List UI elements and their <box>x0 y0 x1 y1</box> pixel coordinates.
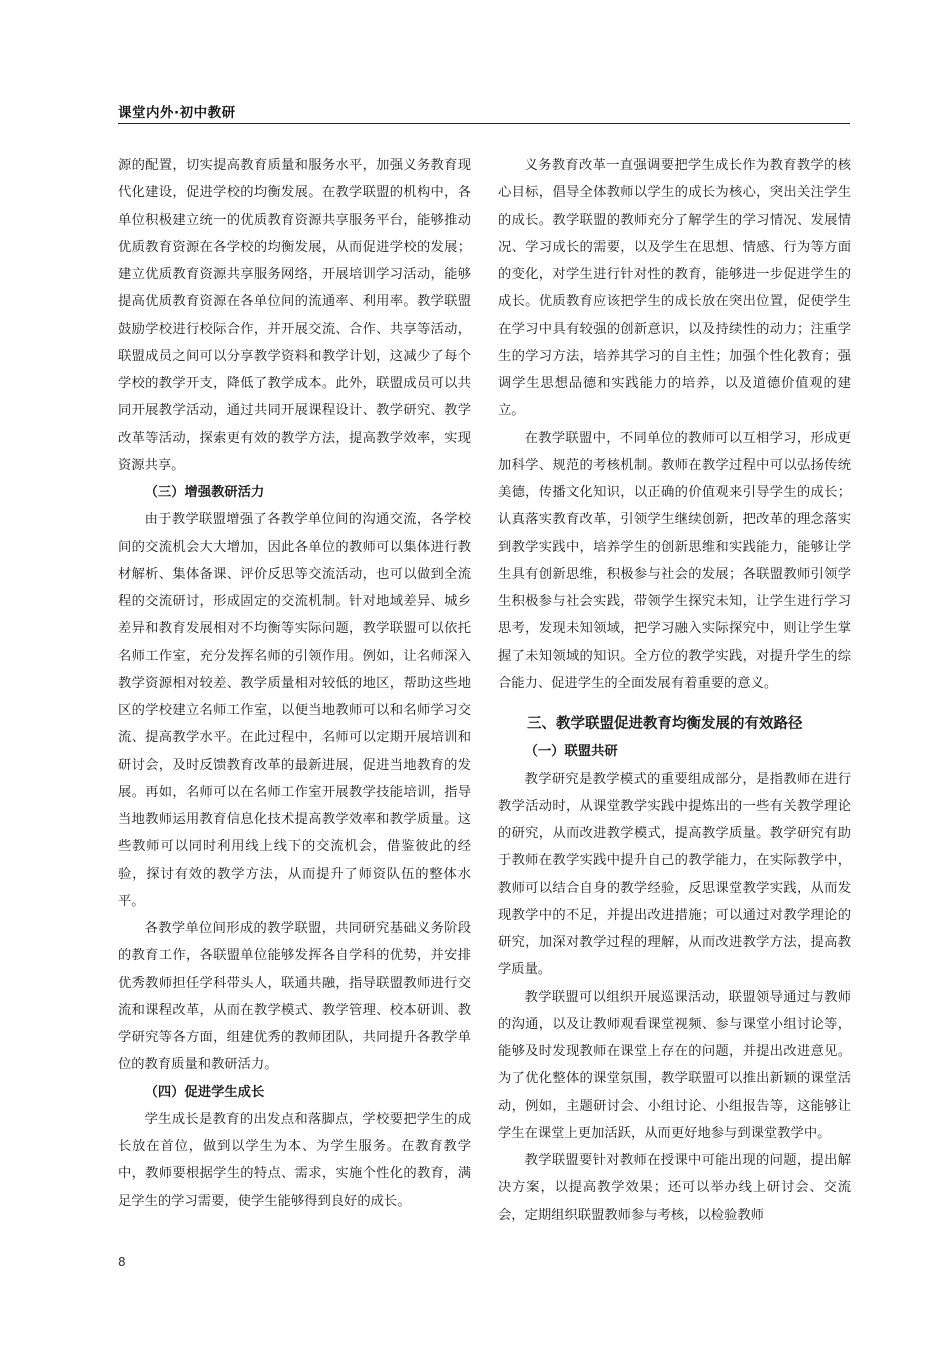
running-header <box>118 101 850 124</box>
paragraph: 教学研究是教学模式的重要组成部分，是指教师在进行教学活动时，从课堂教学实践中提炼出的一些有关教学理论的研究，从而改进教学模式，提高教学质量。教学研究有助于教师在教学实践中提升自己的教学能力，在实际教学中，教师可以结合自身的教学经验，反思课堂教学实践，从而发现教学中的不足，并提出改进措施；可以通过对教学理论的研究，加深对教学过程的理解，从而改进教学方法，提高教学质量。 <box>498 771 851 978</box>
paragraph: 各教学单位间形成的教学联盟，共同研究基础义务阶段的教育工作，各联盟单位能够发挥各自学科的优势，并安排优秀教师担任学科带头人，联通共融，指导联盟教师进行交流和课程改革，从而在教学模式、教学管理、校本研训、教学研究等各方面，组建优秀的教师团队，共同提升各教学单位的教育质量和教研活力。 <box>118 921 471 1073</box>
paragraph: 由于教学联盟增强了各教学单位间的沟通交流，各学校间的交流机会大大增加，因此各单位的教师可以集体进行教材解析、集体备课、评价反思等交流活动，也可以做到全流程的交流研讨，形成固定的交流机制。针对地域差异、城乡差异和教育发展相对不均衡等实际问题，教学联盟可以依托名师工作室，充分发挥名师的引领作用。例如，让名师深入教学资源相对较差、教学质量相对较低的地区，帮助这些地区的学校建立名师工作室，以便当地教师可以和名师学习交流、提高教学水平。在此过程中，名师可以定期开展培训和研讨会，及时反馈教育改革的最新进展，促进当地教育的发展。再如，名师可以在名师工作室开展教学技能培训，指导当地教师运用教育信息化技术提高教学效率和教学质量。这些教师可以同时利用线上线下的交流机会，借鉴彼此的经验，探讨有效的教学方法，从而提升了师资队伍的整体水平。 <box>118 512 471 909</box>
section-heading: 三、教学联盟促进教育均衡发展的有效路径 <box>527 716 803 732</box>
paragraph: 在教学联盟中，不同单位的教师可以互相学习，形成更加科学、规范的考核机制。教师在教学过程中可以弘扬传统美德，传播文化知识，以正确的价值观来引导学生的成长；认真落实教育改革，引领学生继续创新，把改革的理念落实到教学实践中，培养学生的创新思维和实践能力，能够让学生具有创新思维，积极参与社会的发展；各联盟教师引领学生积极参与社会实践，带领学生探究未知，让学生进行学习思考，发现未知领域，把学习融入实际探究中，则让学生掌握了未知领域的知识。全方位的教学实践，对提升学生的综合能力、促进学生的全面发展有着重要的意义。 <box>498 430 851 691</box>
paragraph: 教学联盟可以组织开展巡课活动，联盟领导通过与教师的沟通，以及让教师观看课堂视频、参与课堂小组讨论等，能够及时发现教师在课堂上存在的问题，并提出改进意见。为了优化整体的课堂氛围，教学联盟可以推出新颖的课堂活动，例如，主题研讨会、小组讨论、小组报告等，这能够让学生在课堂上更加活跃，从而更好地参与到课堂教学中。 <box>498 989 851 1141</box>
paragraph: 义务教育改革一直强调要把学生成长作为教育教学的核心目标，倡导全体教师以学生的成长为核心，突出关注学生的成长。教学联盟的教师充分了解学生的学习情况、发展情况、学习成长的需要，以及学生在思想、情感、行为等方面的变化，对学生进行针对性的教育，能够进一步促进学生的成长。优质教育应该把学生的成长放在突出位置，促使学生在学习中具有较强的创新意识，以及持续性的动力；注重学生的学习方法，培养其学习的自主性；加强个性化教育；强调学生思想品德和实践能力的培养，以及道德价值观的建立。 <box>498 158 851 419</box>
subsection-heading: （四）促进学生成长 <box>144 1084 265 1100</box>
paragraph: 源的配置，切实提高教育质量和服务水平，加强义务教育现代化建设，促进学校的均衡发展。在教学联盟的机构中，各单位积极建立统一的优质教育资源共享服务平台，能够推动优质教育资源在各学校的均衡发展，从而促进学校的发展；建立优质教育资源共享服务网络，开展培训学习活动，能够提高优质教育资源在各单位间的流通率、利用率。教学联盟鼓励学校进行校际合作，并开展交流、合作、共享等活动，联盟成员之间可以分享教学资料和教学计划，这减少了每个学校的教学开支，降低了教学成本。此外，联盟成员可以共同开展教学活动，通过共同开展课程设计、教学研究、教学改革等活动，探索更有效的教学方法，提高教学效率，实现资源共享。 <box>118 158 471 473</box>
paragraph: 教学联盟要针对教师在授课中可能出现的问题，提出解决方案，以提高教学效果；还可以举办线上研讨会、交流会，定期组织联盟教师参与考核，以检验教师 <box>498 1153 851 1223</box>
journal-title: 课堂内外·初中教研 <box>118 105 236 121</box>
left-column <box>118 152 471 1215</box>
subsection-heading: （一）联盟共研 <box>524 744 618 760</box>
page-number: 8 <box>118 1255 126 1269</box>
subsection-heading: （三）增强教研活力 <box>144 485 265 500</box>
paragraph: 学生成长是教育的出发点和落脚点，学校要把学生的成长放在首位，做到以学生为本、为学生服务。在教育教学中，教师要根据学生的特点、需求，实施个性化的教育，满足学生的学习需要，使学生能够得到良好的成长。 <box>118 1111 471 1209</box>
right-column <box>498 152 851 1229</box>
